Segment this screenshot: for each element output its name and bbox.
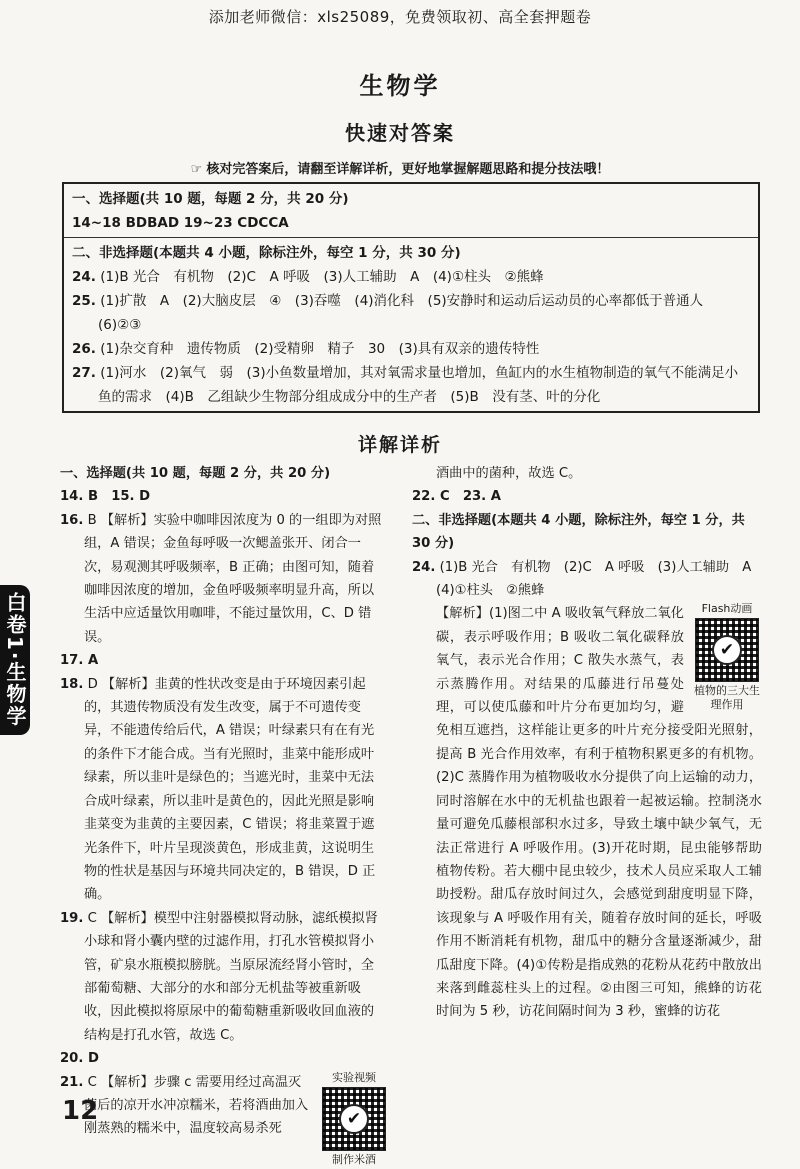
right-column: [412, 462, 765, 1024]
answer-item: 26. (1)杂交育种 遗传物质 (2)受精卵 精子 30 (3)具有双亲的遗传特性: [72, 341, 540, 357]
question-18: 18. D 【解析】韭黄的性状改变是由于环境因素引起的，其遗传物质没有发生改变，属于不可遗传变异，不能遗传给后代，A 错误；叶绿素只有在有光的条件下才能合成。当有光照时，韭菜中能形成叶绿素，所以韭叶是绿色的；当遮光时，韭菜中无法合成叶绿素，所以韭叶是黄色的，因此光照是影响韭菜变为韭黄的主要因素，C 错误；将韭菜置于遮光条件下，叶片呈现淡黄色，形成韭黄，这说明生物的性状是基因与环境共同决定的，B 错误，D 正确。: [60, 676, 376, 903]
question-16: 16. B 【解析】实验中咖啡因浓度为 0 的一组即为对照组，A 错误；金鱼每呼吸一次鳃盖张开、闭合一次，易观测其呼吸频率，B 正确；由图可知，随着咖啡因浓度的增加，金鱼呼吸频率明显升高，所以生活中应适量饮用咖啡，不能过量饮用，C、D 错误。: [60, 512, 382, 645]
check-icon: ✔: [339, 1104, 369, 1134]
qr-animation-label: Flash动画: [701, 602, 753, 616]
answer-line: 22. C 23. A: [412, 489, 501, 505]
qr-code-icon[interactable]: [695, 618, 759, 682]
pointing-hand-icon: ☞: [190, 162, 203, 177]
nonchoice-section-title: 二、非选择题(本题共 4 小题，除标注外，每空 1 分，共 30 分): [72, 245, 461, 261]
qr-video[interactable]: [322, 1071, 386, 1167]
choice-answers: 14~18 BDBAD 19~23 CDCCA: [72, 215, 289, 231]
side-tab: 白卷1·生物学: [0, 585, 30, 735]
hint-text: 核对完答案后，请翻至详解详析，更好地掌握解题思路和提分技法哦！: [206, 162, 610, 177]
answer-line: 20. D: [60, 1051, 99, 1067]
qr-video-label: 实验视频: [332, 1070, 376, 1084]
answer-item: 25. (1)扩散 A (2)大脑皮层 ④ (3)吞噬 (4)消化科 (5)安静时和运动后运动员的心率都低于普通人 (6)②③: [72, 293, 717, 333]
qr-animation-caption: 植物的三大生理作用: [694, 684, 760, 712]
section-heading: 二、非选择题(本题共 4 小题，除标注外，每空 1 分，共 30 分): [412, 512, 745, 552]
page-number: 12: [62, 1096, 99, 1126]
answer-item: 24. (1)B 光合 有机物 (2)C A 呼吸 (3)人工辅助 A (4)①柱头 ②熊蜂: [72, 269, 544, 285]
check-icon: ✔: [712, 635, 742, 665]
hint-line: [0, 158, 800, 177]
answer-line: 14. B 15. D: [60, 489, 151, 505]
question-24-answer: 24. (1)B 光合 有机物 (2)C A 呼吸 (3)人工辅助 A (4)①柱头 ②熊蜂: [412, 559, 765, 599]
detailed-analysis-title: 详解详析: [357, 434, 442, 456]
section-heading: 一、选择题(共 10 题，每题 2 分，共 20 分): [60, 466, 331, 481]
qr-code-icon[interactable]: [322, 1087, 386, 1151]
qr-video-caption: 制作米酒: [332, 1152, 376, 1166]
quick-answers-box: [62, 182, 760, 413]
quick-answers-title: 快速对答案: [345, 121, 455, 145]
subject-title: 生物学: [359, 72, 441, 100]
question-21: 21. C 【解析】步骤 c 需要用经过高温灭菌后的凉开水冲凉糯米，若将酒曲加入刚蒸熟的糯米中，温度较高易杀死: [60, 1074, 309, 1137]
choice-section-title: 一、选择题(共 10 题，每题 2 分，共 20 分): [72, 191, 349, 207]
question-19: 19. C 【解析】模型中注射器模拟肾动脉，滤纸模拟肾小球和肾小囊内壁的过滤作用，打孔水管模拟肾小管，矿泉水瓶模拟膀胱。当原尿流经肾小管时，全部葡萄糖、大部分的水和部分无机盐等被重新吸收，因此模拟将原尿中的葡萄糖重新吸收回血液的结构是打孔水管，故选 C。: [60, 910, 378, 1043]
answer-line: 17. A: [60, 653, 99, 669]
nonchoice-section: [64, 238, 758, 411]
watermark-text: 添加老师微信：xls25089，免费领取初、高全套押题卷: [208, 8, 592, 26]
answer-item: 27. (1)河水 (2)氧气 弱 (3)小鱼数量增加，其对氧需求量也增加，鱼缸内的水生植物制造的氧气不能满足小鱼的需求 (4)B 乙组缺少生物部分组成成分中的生产者 (5)B 没有茎、叶的分化: [72, 365, 739, 405]
left-column: [60, 462, 386, 1169]
question-21-continued: 酒曲中的菌种，故选 C。: [436, 466, 582, 481]
question-24-explanation: 【解析】(1)图二中 A 吸收氧气释放二氧化碳，表示呼吸作用；B 吸收二氧化碳释放氧气，表示光合作用；C 散失水蒸气，表示蒸腾作用。对结果的瓜藤进行吊蔓处理，可以使瓜藤和叶片分布更加均匀，避免相互遮挡，这样能让更多的叶片充分接受阳光照射，提高 B 光合作用效率，有利于植物积累更多的有机物。(2)C 蒸腾作用为植物吸收水分提供了向上运输的动力，同时溶解在水中的无机盐也跟着一起被运输。控制浇水量可避免瓜藤根部积水过多，导致土壤中缺少氧气，无法正常进行 A 呼吸作用。(3)开花时期，昆虫能够帮助植物传粉。若大棚中昆虫较少，技术人员应采取人工辅助授粉。甜瓜存放时间过久，会感觉到甜度明显下降，该现象与 A 呼吸作用有关，随着存放时间的延长，呼吸作用不断消耗有机物，甜瓜中的糖分含量逐渐减少，甜瓜甜度下降。(4)①传粉是指成熟的花粉从花药中散放出来落到雌蕊柱头上的过程。②由图三可知，熊蜂的访花时间为 5 秒，访花间隔时间为 3 秒，蜜蜂的访花: [436, 606, 762, 1020]
qr-animation[interactable]: [692, 602, 762, 712]
choice-section: [64, 184, 758, 238]
